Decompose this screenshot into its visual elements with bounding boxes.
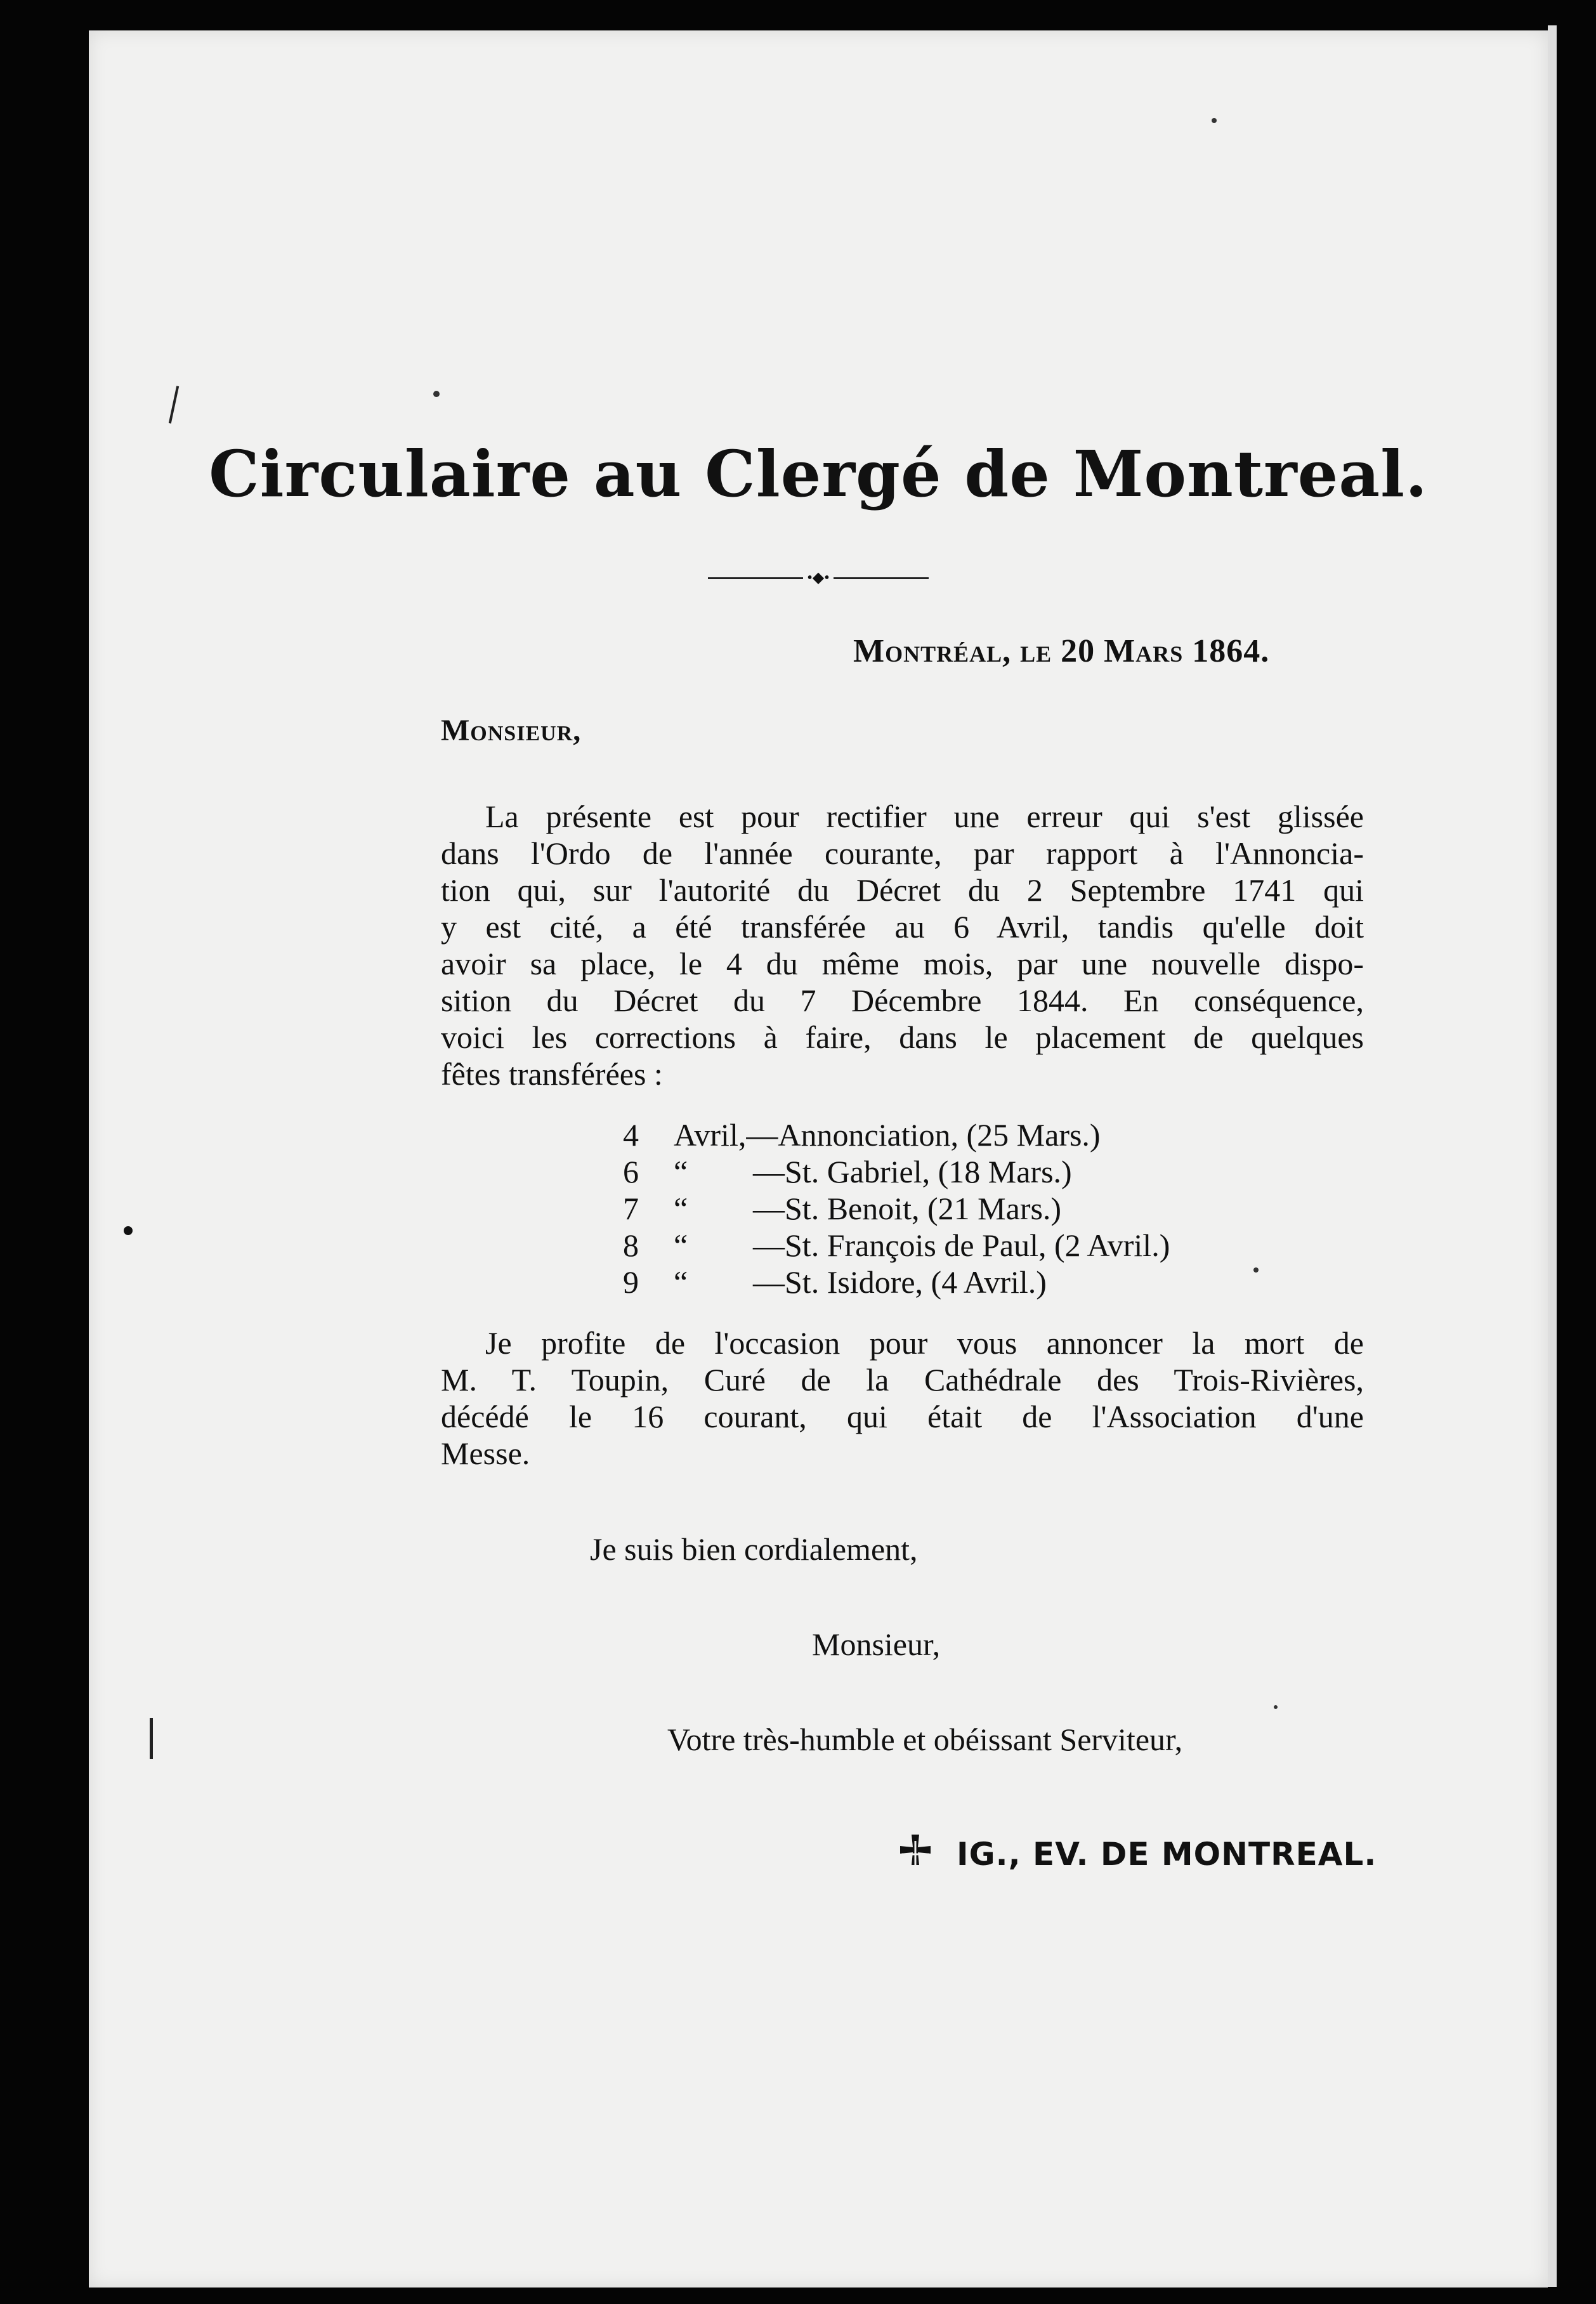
scan-mark [150, 1718, 153, 1759]
cross-icon [893, 1832, 938, 1876]
print-speck [1212, 118, 1217, 123]
list-item [623, 1264, 1170, 1300]
closing-salutation: Monsieur, [812, 1627, 941, 1662]
ornament-rule-left [708, 577, 803, 579]
ditto-mark: “ [674, 1227, 688, 1263]
paragraph-1-line: tion qui, sur l'autorité du Décret du 2 Septembre 1741 qui [441, 872, 1364, 908]
print-speck [433, 391, 440, 397]
salutation: Monsieur, [441, 714, 582, 747]
closing-line: Je suis bien cordialement, [590, 1531, 918, 1567]
list-item [623, 1153, 1170, 1190]
paragraph-2-line: Je profite de l'occasion pour vous annoncer la mort de [485, 1325, 1364, 1361]
correction-day: 6 [623, 1154, 639, 1189]
document-title: Circulaire au Clergé de Montreal. [209, 436, 1428, 511]
print-speck [1274, 1705, 1278, 1709]
signature-text: IG., EV. DE MONTREAL. [957, 1836, 1377, 1873]
document-page [89, 30, 1548, 2288]
correction-month: Avril, [674, 1117, 747, 1153]
list-item [623, 1227, 1170, 1264]
paragraph-1-line: avoir sa place, le 4 du même mois, par une nouvelle dispo- [441, 946, 1364, 981]
correction-feast: —St. Isidore, (4 Avril.) [753, 1264, 1047, 1300]
correction-feast: —St. François de Paul, (2 Avril.) [753, 1227, 1170, 1263]
paragraph-1-line: voici les corrections à faire, dans le placement de quelques [441, 1019, 1364, 1055]
closing-line: Votre très-humble et obéissant Serviteur, [667, 1722, 1183, 1757]
corrections-list [623, 1116, 1170, 1300]
paragraph-1-line: y est cité, a été transférée au 6 Avril, tandis qu'elle doit [441, 909, 1364, 945]
paragraph-1 [441, 798, 1364, 1092]
correction-feast: —St. Gabriel, (18 Mars.) [753, 1154, 1072, 1189]
print-speck [1253, 1267, 1259, 1273]
paragraph-2-line: décédé le 16 courant, qui était de l'Association d'une [441, 1399, 1364, 1434]
scan-mark [169, 386, 179, 424]
ditto-mark: “ [674, 1264, 688, 1300]
ditto-mark: “ [674, 1191, 688, 1226]
dateline: Montréal, le 20 Mars 1864. [853, 633, 1270, 669]
correction-feast: —St. Benoit, (21 Mars.) [753, 1191, 1062, 1226]
correction-day: 8 [623, 1227, 639, 1263]
list-item [623, 1116, 1170, 1153]
title-ornament [89, 568, 1548, 587]
correction-day: 9 [623, 1264, 639, 1300]
correction-day: 4 [623, 1117, 639, 1153]
paragraph-1-line: La présente est pour rectifier une erreur qui s'est glissée [485, 799, 1364, 834]
correction-feast: —Annonciation, (25 Mars.) [746, 1117, 1101, 1153]
paragraph-1-line: sition du Décret du 7 Décembre 1844. En conséquence, [441, 983, 1364, 1018]
paragraph-1-line: dans l'Ordo de l'année courante, par rapport à l'Annoncia- [441, 835, 1364, 871]
ornament-diamond-icon: •◆• [807, 570, 830, 586]
correction-day: 7 [623, 1191, 639, 1226]
list-item [623, 1190, 1170, 1227]
paragraph-2-line: Messe. [441, 1436, 530, 1471]
paragraph-2-line: M. T. Toupin, Curé de la Cathédrale des Trois-Rivières, [441, 1362, 1364, 1397]
ornament-rule-right [834, 577, 929, 579]
print-speck [124, 1226, 133, 1235]
paragraph-1-line: fêtes transférées : [441, 1056, 663, 1092]
paper-edge [1548, 25, 1557, 2287]
signature-block [893, 1832, 1377, 1876]
ditto-mark: “ [674, 1154, 688, 1189]
paragraph-2 [441, 1325, 1364, 1472]
